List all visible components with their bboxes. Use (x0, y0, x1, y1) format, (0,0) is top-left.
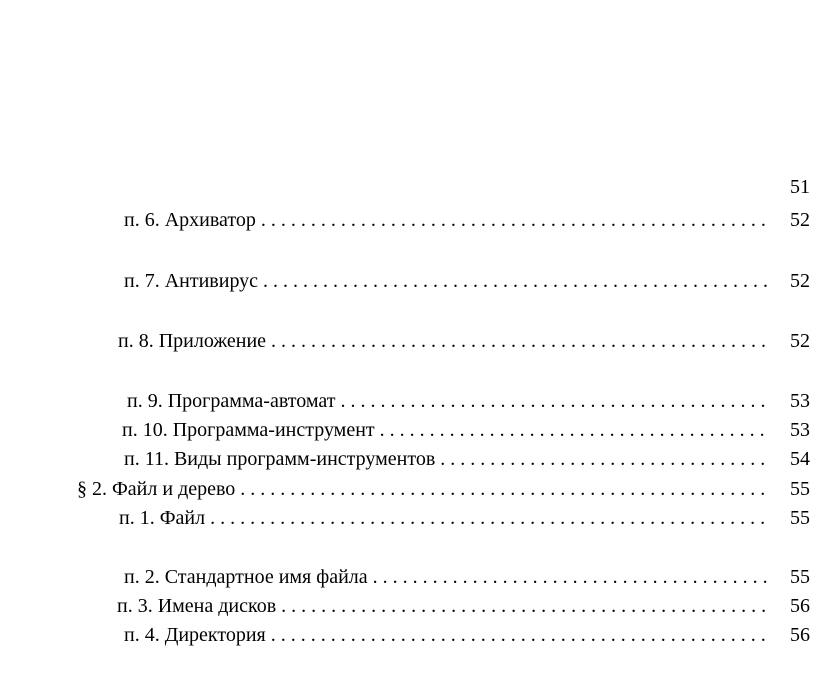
toc-entry-label: п. 8. Приложение . . . . . . . . . . . . . . . . . . . . . . . . . . . . . . . . . . . . . . . . . . . . . . . . . . (118, 330, 767, 352)
toc-entry-page: 56 (790, 624, 810, 646)
toc-entry (124, 446, 810, 472)
toc-entry-label: п. 11. Виды программ-инструментов . . . . . . . . . . . . . . . . . . . . . . . . . . . . . . . . . (124, 448, 766, 470)
toc-entry-label: п. 4. Директория . . . . . . . . . . . . . . . . . . . . . . . . . . . . . . . . . . . . . . . . . . . . . . . . . . (124, 624, 766, 646)
toc-entry-label: п. 6. Архиватор . . . . . . . . . . . . . . . . . . . . . . . . . . . . . . . . . . . . . . . . . . . . . . . . . . . (124, 209, 766, 231)
toc-entry-label: п. 2. Стандартное имя файла . . . . . . . . . . . . . . . . . . . . . . . . . . . . . . . . . . . . . . . . (124, 566, 768, 588)
toc-entry (127, 388, 810, 414)
toc-entry-page: 53 (790, 419, 810, 441)
toc-entry-page: 52 (790, 330, 810, 352)
page-number: 51 (790, 176, 810, 198)
toc-entry-label: § 2. Файл и дерево . . . . . . . . . . . . . . . . . . . . . . . . . . . . . . . . . . . . . . . . . . . . . . . . . . . . . (77, 478, 766, 500)
toc-entry (118, 328, 810, 354)
toc-entry-page: 56 (790, 595, 810, 617)
toc-entry-label: п. 9. Программа-автомат . . . . . . . . . . . . . . . . . . . . . . . . . . . . . . . . . . . . . . . . . . . (127, 390, 766, 412)
toc-entry (124, 207, 810, 233)
toc-entry (117, 593, 810, 619)
toc-entry-page: 53 (790, 390, 810, 412)
toc-entry-page: 55 (790, 507, 810, 529)
toc-entry (124, 564, 810, 590)
toc-entry-label: п. 1. Файл . . . . . . . . . . . . . . . . . . . . . . . . . . . . . . . . . . . . . . . . . . . . . . . . . . . . . . . . (119, 507, 766, 529)
toc-entry-page: 55 (790, 478, 810, 500)
toc-entry-label: п. 3. Имена дисков . . . . . . . . . . . . . . . . . . . . . . . . . . . . . . . . . . . . . . . . . . . . . . . . . (117, 595, 767, 617)
toc-entry-page: 54 (790, 448, 810, 470)
toc-entry-page: 52 (790, 270, 810, 292)
toc-entry (124, 622, 810, 648)
toc-entry-label: п. 7. Антивирус . . . . . . . . . . . . . . . . . . . . . . . . . . . . . . . . . . . . . . . . . . . . . . . . . . . (124, 270, 769, 292)
toc-entry (122, 417, 810, 443)
toc-entry (119, 505, 810, 531)
toc-section-entry (77, 476, 810, 502)
toc-entry (124, 268, 810, 294)
toc-entry-page: 55 (790, 566, 810, 588)
toc-entry-page: 52 (790, 209, 810, 231)
toc-entry-label: п. 10. Программа-инструмент . . . . . . . . . . . . . . . . . . . . . . . . . . . . . . . . . . . . . . . (122, 419, 765, 441)
